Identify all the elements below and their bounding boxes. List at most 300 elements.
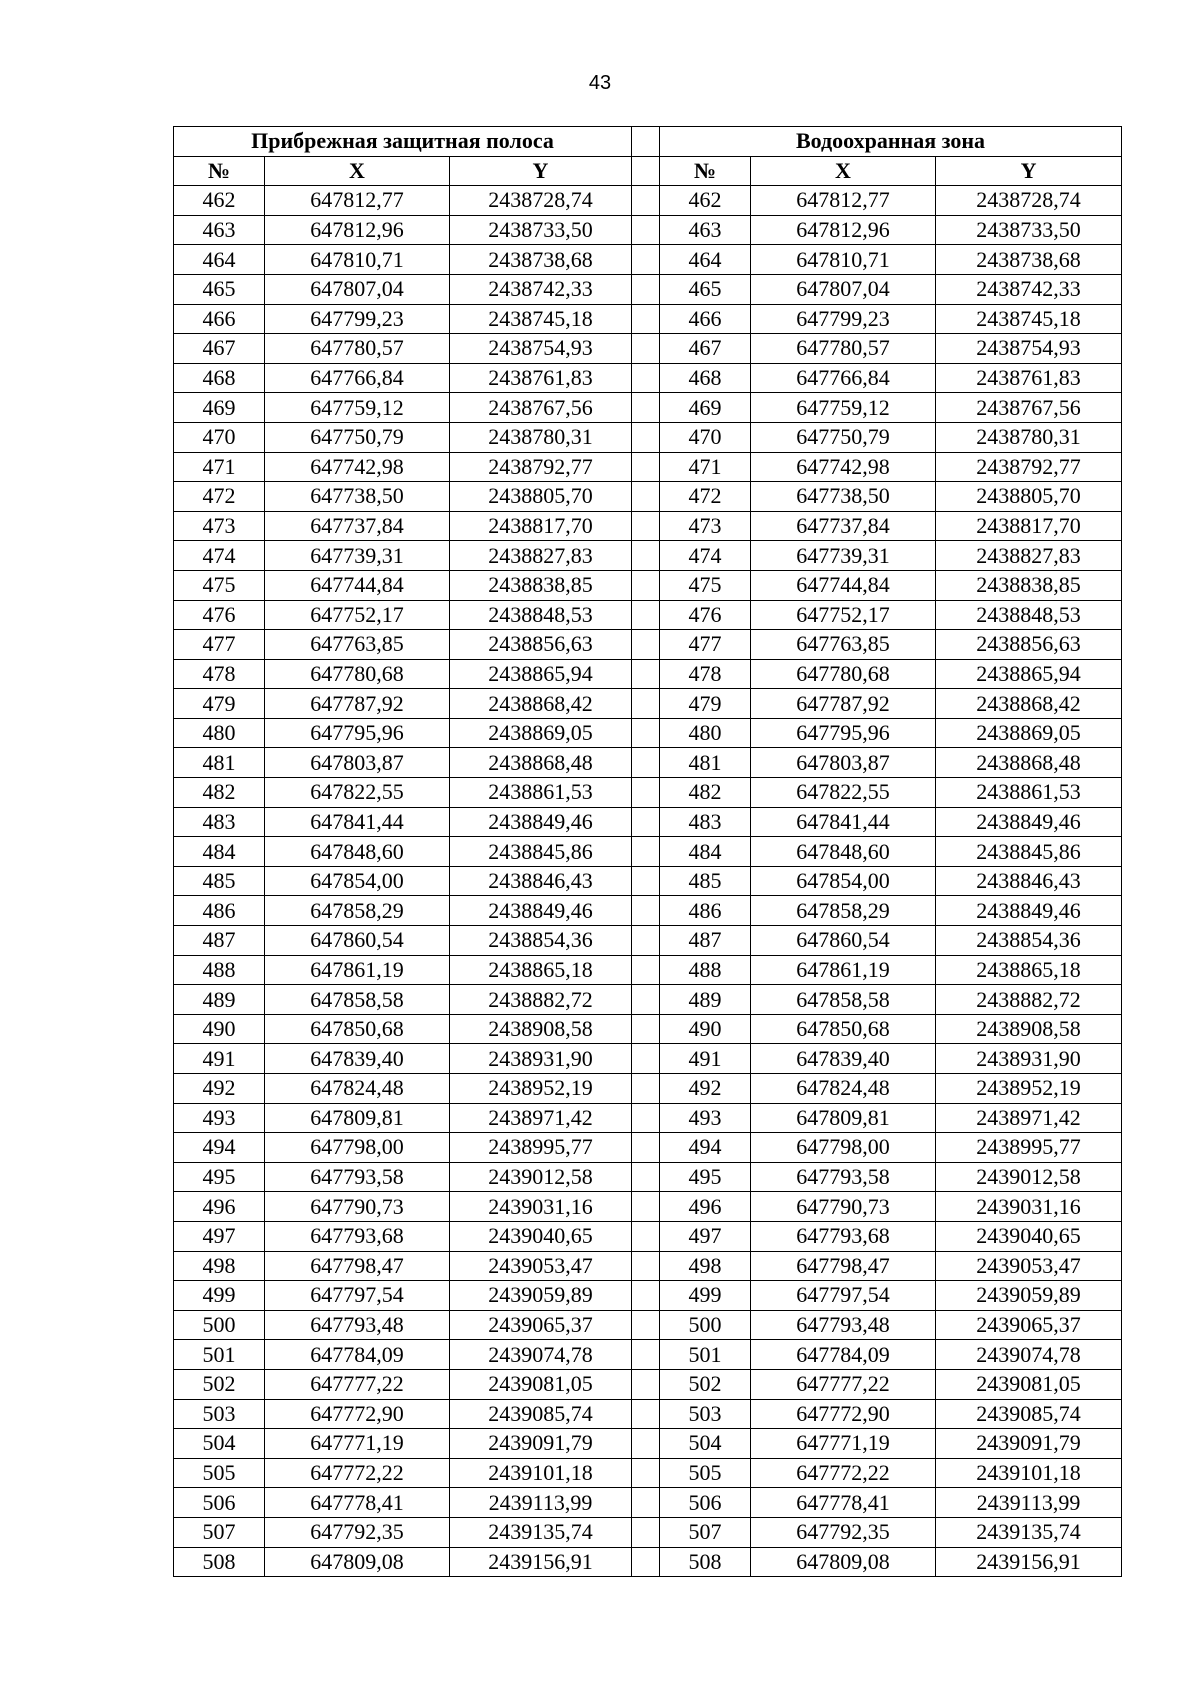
- table-row: [174, 659, 1122, 689]
- point-number: 499: [174, 1281, 265, 1311]
- coord-x: 647793,68: [265, 1221, 450, 1251]
- coord-y: 2438931,90: [450, 1044, 632, 1074]
- point-number: 479: [174, 689, 265, 719]
- table-row: [174, 1162, 1122, 1192]
- coord-x: 647861,19: [751, 955, 936, 985]
- point-number: 498: [174, 1251, 265, 1281]
- coord-y: 2438838,85: [936, 570, 1122, 600]
- table-gap: [632, 1429, 660, 1459]
- table-row: [174, 926, 1122, 956]
- table-gap: [632, 600, 660, 630]
- point-number: 487: [660, 926, 751, 956]
- coord-y: 2439053,47: [450, 1251, 632, 1281]
- coord-y: 2438742,33: [450, 274, 632, 304]
- point-number: 475: [660, 570, 751, 600]
- point-number: 503: [660, 1399, 751, 1429]
- coord-x: 647780,68: [751, 659, 936, 689]
- coord-x: 647810,71: [265, 245, 450, 275]
- table-gap: [632, 896, 660, 926]
- coord-x: 647766,84: [265, 363, 450, 393]
- point-number: 473: [660, 511, 751, 541]
- table-gap: [632, 334, 660, 364]
- point-number: 465: [174, 274, 265, 304]
- table-gap: [632, 1488, 660, 1518]
- coord-y: 2438868,42: [936, 689, 1122, 719]
- coord-x: 647777,22: [265, 1369, 450, 1399]
- table-row: [174, 452, 1122, 482]
- point-number: 474: [174, 541, 265, 571]
- coord-x: 647772,22: [751, 1458, 936, 1488]
- coord-x: 647839,40: [751, 1044, 936, 1074]
- table-gap: [632, 156, 660, 186]
- table-gap: [632, 245, 660, 275]
- coord-x: 647784,09: [265, 1340, 450, 1370]
- coord-x: 647812,77: [751, 186, 936, 216]
- coord-y: 2438845,86: [936, 837, 1122, 867]
- coord-y: 2438780,31: [450, 422, 632, 452]
- coord-y: 2439065,37: [936, 1310, 1122, 1340]
- coord-x: 647766,84: [751, 363, 936, 393]
- coord-y: 2439091,79: [450, 1429, 632, 1459]
- coord-x: 647792,35: [265, 1517, 450, 1547]
- table-row: [174, 274, 1122, 304]
- coord-x: 647737,84: [751, 511, 936, 541]
- coord-y: 2438845,86: [450, 837, 632, 867]
- point-number: 472: [660, 482, 751, 512]
- coord-x: 647742,98: [751, 452, 936, 482]
- point-number: 470: [174, 422, 265, 452]
- coord-y: 2438882,72: [450, 985, 632, 1015]
- coord-x: 647850,68: [265, 1014, 450, 1044]
- coord-x: 647798,00: [265, 1133, 450, 1163]
- point-number: 477: [660, 630, 751, 660]
- table-gap: [632, 1074, 660, 1104]
- coord-x: 647744,84: [265, 570, 450, 600]
- point-number: 485: [174, 866, 265, 896]
- point-number: 481: [660, 748, 751, 778]
- coord-y: 2439113,99: [936, 1488, 1122, 1518]
- table-gap: [632, 1399, 660, 1429]
- point-number: 505: [174, 1458, 265, 1488]
- table-row: [174, 393, 1122, 423]
- coord-x: 647860,54: [751, 926, 936, 956]
- coord-y: 2438761,83: [450, 363, 632, 393]
- coord-y: 2438742,33: [936, 274, 1122, 304]
- coord-y: 2439101,18: [450, 1458, 632, 1488]
- point-number: 488: [174, 955, 265, 985]
- table-gap: [632, 985, 660, 1015]
- coord-x: 647824,48: [265, 1074, 450, 1104]
- coord-x: 647824,48: [751, 1074, 936, 1104]
- coord-y: 2438865,94: [936, 659, 1122, 689]
- table-gap: [632, 541, 660, 571]
- table-gap: [632, 1162, 660, 1192]
- coord-y: 2438733,50: [936, 215, 1122, 245]
- point-number: 487: [174, 926, 265, 956]
- point-number: 462: [174, 186, 265, 216]
- table-row: [174, 1369, 1122, 1399]
- coord-y: 2438805,70: [936, 482, 1122, 512]
- coord-x: 647793,48: [265, 1310, 450, 1340]
- table-gap: [632, 807, 660, 837]
- coord-y: 2438861,53: [450, 778, 632, 808]
- coord-y: 2438767,56: [936, 393, 1122, 423]
- table-row: [174, 511, 1122, 541]
- table-row: [174, 1488, 1122, 1518]
- coord-y: 2439053,47: [936, 1251, 1122, 1281]
- table-gap: [632, 718, 660, 748]
- coord-y: 2438780,31: [936, 422, 1122, 452]
- coord-x: 647738,50: [265, 482, 450, 512]
- table-gap: [632, 1251, 660, 1281]
- coord-y: 2439074,78: [450, 1340, 632, 1370]
- point-number: 495: [660, 1162, 751, 1192]
- coord-x: 647787,92: [265, 689, 450, 719]
- table-gap: [632, 1133, 660, 1163]
- coord-x: 647822,55: [265, 778, 450, 808]
- coord-x: 647860,54: [265, 926, 450, 956]
- point-number: 482: [174, 778, 265, 808]
- coord-x: 647780,57: [265, 334, 450, 364]
- coord-y: 2439074,78: [936, 1340, 1122, 1370]
- point-number: 492: [174, 1074, 265, 1104]
- column-header-num: №: [174, 156, 265, 186]
- coord-x: 647772,22: [265, 1458, 450, 1488]
- coord-x: 647848,60: [265, 837, 450, 867]
- coord-y: 2438869,05: [936, 718, 1122, 748]
- coord-x: 647793,48: [751, 1310, 936, 1340]
- coord-y: 2438846,43: [936, 866, 1122, 896]
- table-row: [174, 1517, 1122, 1547]
- coord-x: 647858,29: [751, 896, 936, 926]
- point-number: 507: [174, 1517, 265, 1547]
- coord-x: 647798,00: [751, 1133, 936, 1163]
- table-row: [174, 1014, 1122, 1044]
- table-gap: [632, 1281, 660, 1311]
- point-number: 479: [660, 689, 751, 719]
- point-number: 478: [660, 659, 751, 689]
- coord-x: 647793,58: [751, 1162, 936, 1192]
- coord-y: 2439012,58: [450, 1162, 632, 1192]
- point-number: 503: [174, 1399, 265, 1429]
- coord-x: 647854,00: [751, 866, 936, 896]
- column-header-num: №: [660, 156, 751, 186]
- table-row: [174, 1133, 1122, 1163]
- coord-x: 647841,44: [751, 807, 936, 837]
- point-number: 488: [660, 955, 751, 985]
- table-row: [174, 186, 1122, 216]
- table-row: [174, 1281, 1122, 1311]
- point-number: 468: [660, 363, 751, 393]
- table-row: [174, 955, 1122, 985]
- point-number: 494: [174, 1133, 265, 1163]
- coord-x: 647742,98: [265, 452, 450, 482]
- table-gap: [632, 482, 660, 512]
- table-body: [174, 186, 1122, 1577]
- coord-y: 2439081,05: [936, 1369, 1122, 1399]
- coord-x: 647763,85: [265, 630, 450, 660]
- point-number: 501: [174, 1340, 265, 1370]
- coord-y: 2439156,91: [936, 1547, 1122, 1577]
- table-gap: [632, 274, 660, 304]
- coord-y: 2439065,37: [450, 1310, 632, 1340]
- coord-x: 647858,58: [751, 985, 936, 1015]
- table-gap: [632, 1547, 660, 1577]
- coord-y: 2438908,58: [936, 1014, 1122, 1044]
- table-row: [174, 807, 1122, 837]
- point-number: 506: [174, 1488, 265, 1518]
- coord-x: 647803,87: [265, 748, 450, 778]
- coord-y: 2439031,16: [450, 1192, 632, 1222]
- coord-y: 2439059,89: [450, 1281, 632, 1311]
- table-row: [174, 541, 1122, 571]
- point-number: 507: [660, 1517, 751, 1547]
- point-number: 489: [174, 985, 265, 1015]
- coord-y: 2438995,77: [936, 1133, 1122, 1163]
- coord-x: 647797,54: [265, 1281, 450, 1311]
- coord-x: 647793,58: [265, 1162, 450, 1192]
- coord-y: 2438882,72: [936, 985, 1122, 1015]
- coord-y: 2438838,85: [450, 570, 632, 600]
- table-row: [174, 778, 1122, 808]
- point-number: 494: [660, 1133, 751, 1163]
- point-number: 491: [660, 1044, 751, 1074]
- coord-y: 2438792,77: [450, 452, 632, 482]
- table-row: [174, 1399, 1122, 1429]
- coord-y: 2439135,74: [450, 1517, 632, 1547]
- coord-x: 647854,00: [265, 866, 450, 896]
- coord-y: 2438952,19: [450, 1074, 632, 1104]
- coord-y: 2438856,63: [450, 630, 632, 660]
- coord-x: 647807,04: [751, 274, 936, 304]
- coord-y: 2438728,74: [936, 186, 1122, 216]
- table-row: [174, 1310, 1122, 1340]
- coord-x: 647795,96: [751, 718, 936, 748]
- table-gap: [632, 363, 660, 393]
- coord-x: 647810,71: [751, 245, 936, 275]
- coord-x: 647809,81: [265, 1103, 450, 1133]
- coord-x: 647738,50: [751, 482, 936, 512]
- coord-x: 647737,84: [265, 511, 450, 541]
- point-number: 486: [174, 896, 265, 926]
- table-gap: [632, 778, 660, 808]
- table-gap: [632, 1044, 660, 1074]
- coord-y: 2438995,77: [450, 1133, 632, 1163]
- coord-x: 647772,90: [265, 1399, 450, 1429]
- table-row: [174, 837, 1122, 867]
- point-number: 465: [660, 274, 751, 304]
- coord-x: 647739,31: [751, 541, 936, 571]
- coord-y: 2439091,79: [936, 1429, 1122, 1459]
- coord-y: 2439085,74: [936, 1399, 1122, 1429]
- point-number: 484: [660, 837, 751, 867]
- table-gap: [632, 659, 660, 689]
- table-gap: [632, 748, 660, 778]
- point-number: 467: [660, 334, 751, 364]
- coord-x: 647797,54: [751, 1281, 936, 1311]
- coord-y: 2438865,18: [450, 955, 632, 985]
- coord-y: 2438854,36: [936, 926, 1122, 956]
- point-number: 490: [174, 1014, 265, 1044]
- coord-x: 647795,96: [265, 718, 450, 748]
- point-number: 478: [174, 659, 265, 689]
- point-number: 468: [174, 363, 265, 393]
- coord-y: 2438971,42: [936, 1103, 1122, 1133]
- coord-x: 647799,23: [751, 304, 936, 334]
- coord-x: 647858,29: [265, 896, 450, 926]
- table-gap: [632, 926, 660, 956]
- coord-y: 2439059,89: [936, 1281, 1122, 1311]
- table-gap: [632, 452, 660, 482]
- table-row: [174, 1221, 1122, 1251]
- coord-x: 647787,92: [751, 689, 936, 719]
- table-row: [174, 1192, 1122, 1222]
- section-header-row: [174, 127, 1122, 157]
- table-gap: [632, 393, 660, 423]
- column-header-x: X: [751, 156, 936, 186]
- point-number: 508: [660, 1547, 751, 1577]
- coord-y: 2438868,48: [936, 748, 1122, 778]
- point-number: 490: [660, 1014, 751, 1044]
- coord-y: 2439085,74: [450, 1399, 632, 1429]
- point-number: 499: [660, 1281, 751, 1311]
- point-number: 496: [660, 1192, 751, 1222]
- coord-x: 647793,68: [751, 1221, 936, 1251]
- coord-y: 2438908,58: [450, 1014, 632, 1044]
- table-row: [174, 1103, 1122, 1133]
- point-number: 464: [174, 245, 265, 275]
- point-number: 485: [660, 866, 751, 896]
- table-gap: [632, 1014, 660, 1044]
- page-number: 43: [588, 72, 612, 94]
- coord-y: 2439113,99: [450, 1488, 632, 1518]
- table-row: [174, 334, 1122, 364]
- point-number: 498: [660, 1251, 751, 1281]
- point-number: 480: [660, 718, 751, 748]
- coord-x: 647809,08: [751, 1547, 936, 1577]
- table-row: [174, 215, 1122, 245]
- table-row: [174, 985, 1122, 1015]
- table-row: [174, 1074, 1122, 1104]
- point-number: 466: [660, 304, 751, 334]
- point-number: 476: [660, 600, 751, 630]
- table-row: [174, 1044, 1122, 1074]
- coord-x: 647784,09: [751, 1340, 936, 1370]
- point-number: 469: [660, 393, 751, 423]
- coord-x: 647792,35: [751, 1517, 936, 1547]
- table-row: [174, 1547, 1122, 1577]
- point-number: 472: [174, 482, 265, 512]
- table-gap: [632, 1517, 660, 1547]
- table-gap: [632, 422, 660, 452]
- point-number: 483: [660, 807, 751, 837]
- table-gap: [632, 215, 660, 245]
- coord-y: 2438865,94: [450, 659, 632, 689]
- coord-x: 647772,90: [751, 1399, 936, 1429]
- point-number: 505: [660, 1458, 751, 1488]
- table-gap: [632, 570, 660, 600]
- point-number: 500: [174, 1310, 265, 1340]
- coord-y: 2438861,53: [936, 778, 1122, 808]
- coord-x: 647744,84: [751, 570, 936, 600]
- coord-x: 647778,41: [751, 1488, 936, 1518]
- table-gap: [632, 1458, 660, 1488]
- point-number: 495: [174, 1162, 265, 1192]
- point-number: 467: [174, 334, 265, 364]
- table-row: [174, 896, 1122, 926]
- coord-y: 2438754,93: [936, 334, 1122, 364]
- point-number: 471: [660, 452, 751, 482]
- point-number: 483: [174, 807, 265, 837]
- point-number: 491: [174, 1044, 265, 1074]
- coord-x: 647763,85: [751, 630, 936, 660]
- table-row: [174, 304, 1122, 334]
- table-row: [174, 689, 1122, 719]
- table-row: [174, 1429, 1122, 1459]
- coord-x: 647778,41: [265, 1488, 450, 1518]
- table-gap: [632, 511, 660, 541]
- coord-x: 647850,68: [751, 1014, 936, 1044]
- point-number: 476: [174, 600, 265, 630]
- coord-x: 647809,08: [265, 1547, 450, 1577]
- coord-y: 2438827,83: [450, 541, 632, 571]
- point-number: 474: [660, 541, 751, 571]
- coord-y: 2438848,53: [450, 600, 632, 630]
- coord-y: 2438849,46: [450, 896, 632, 926]
- coord-y: 2439040,65: [450, 1221, 632, 1251]
- coord-x: 647790,73: [751, 1192, 936, 1222]
- coord-x: 647739,31: [265, 541, 450, 571]
- coord-y: 2438856,63: [936, 630, 1122, 660]
- table-row: [174, 600, 1122, 630]
- coord-x: 647752,17: [751, 600, 936, 630]
- coord-y: 2439135,74: [936, 1517, 1122, 1547]
- coord-y: 2439012,58: [936, 1162, 1122, 1192]
- column-header-row: [174, 156, 1122, 186]
- coord-y: 2438849,46: [936, 807, 1122, 837]
- point-number: 493: [174, 1103, 265, 1133]
- coord-x: 647798,47: [265, 1251, 450, 1281]
- point-number: 463: [660, 215, 751, 245]
- coord-y: 2438971,42: [450, 1103, 632, 1133]
- table-row: [174, 718, 1122, 748]
- coord-y: 2439040,65: [936, 1221, 1122, 1251]
- table-gap: [632, 837, 660, 867]
- coord-x: 647807,04: [265, 274, 450, 304]
- point-number: 484: [174, 837, 265, 867]
- point-number: 506: [660, 1488, 751, 1518]
- table-gap: [632, 186, 660, 216]
- point-number: 486: [660, 896, 751, 926]
- point-number: 481: [174, 748, 265, 778]
- table-gap: [632, 1103, 660, 1133]
- coord-x: 647798,47: [751, 1251, 936, 1281]
- coord-y: 2439156,91: [450, 1547, 632, 1577]
- coord-y: 2438827,83: [936, 541, 1122, 571]
- coord-y: 2438745,18: [936, 304, 1122, 334]
- table-gap: [632, 630, 660, 660]
- coord-x: 647771,19: [751, 1429, 936, 1459]
- table-gap: [632, 1221, 660, 1251]
- table-gap: [632, 1192, 660, 1222]
- coord-x: 647841,44: [265, 807, 450, 837]
- coord-y: 2438849,46: [936, 896, 1122, 926]
- coord-x: 647777,22: [751, 1369, 936, 1399]
- point-number: 475: [174, 570, 265, 600]
- point-number: 471: [174, 452, 265, 482]
- section-title-water-zone: Водоохранная зона: [660, 127, 1122, 157]
- table-row: [174, 245, 1122, 275]
